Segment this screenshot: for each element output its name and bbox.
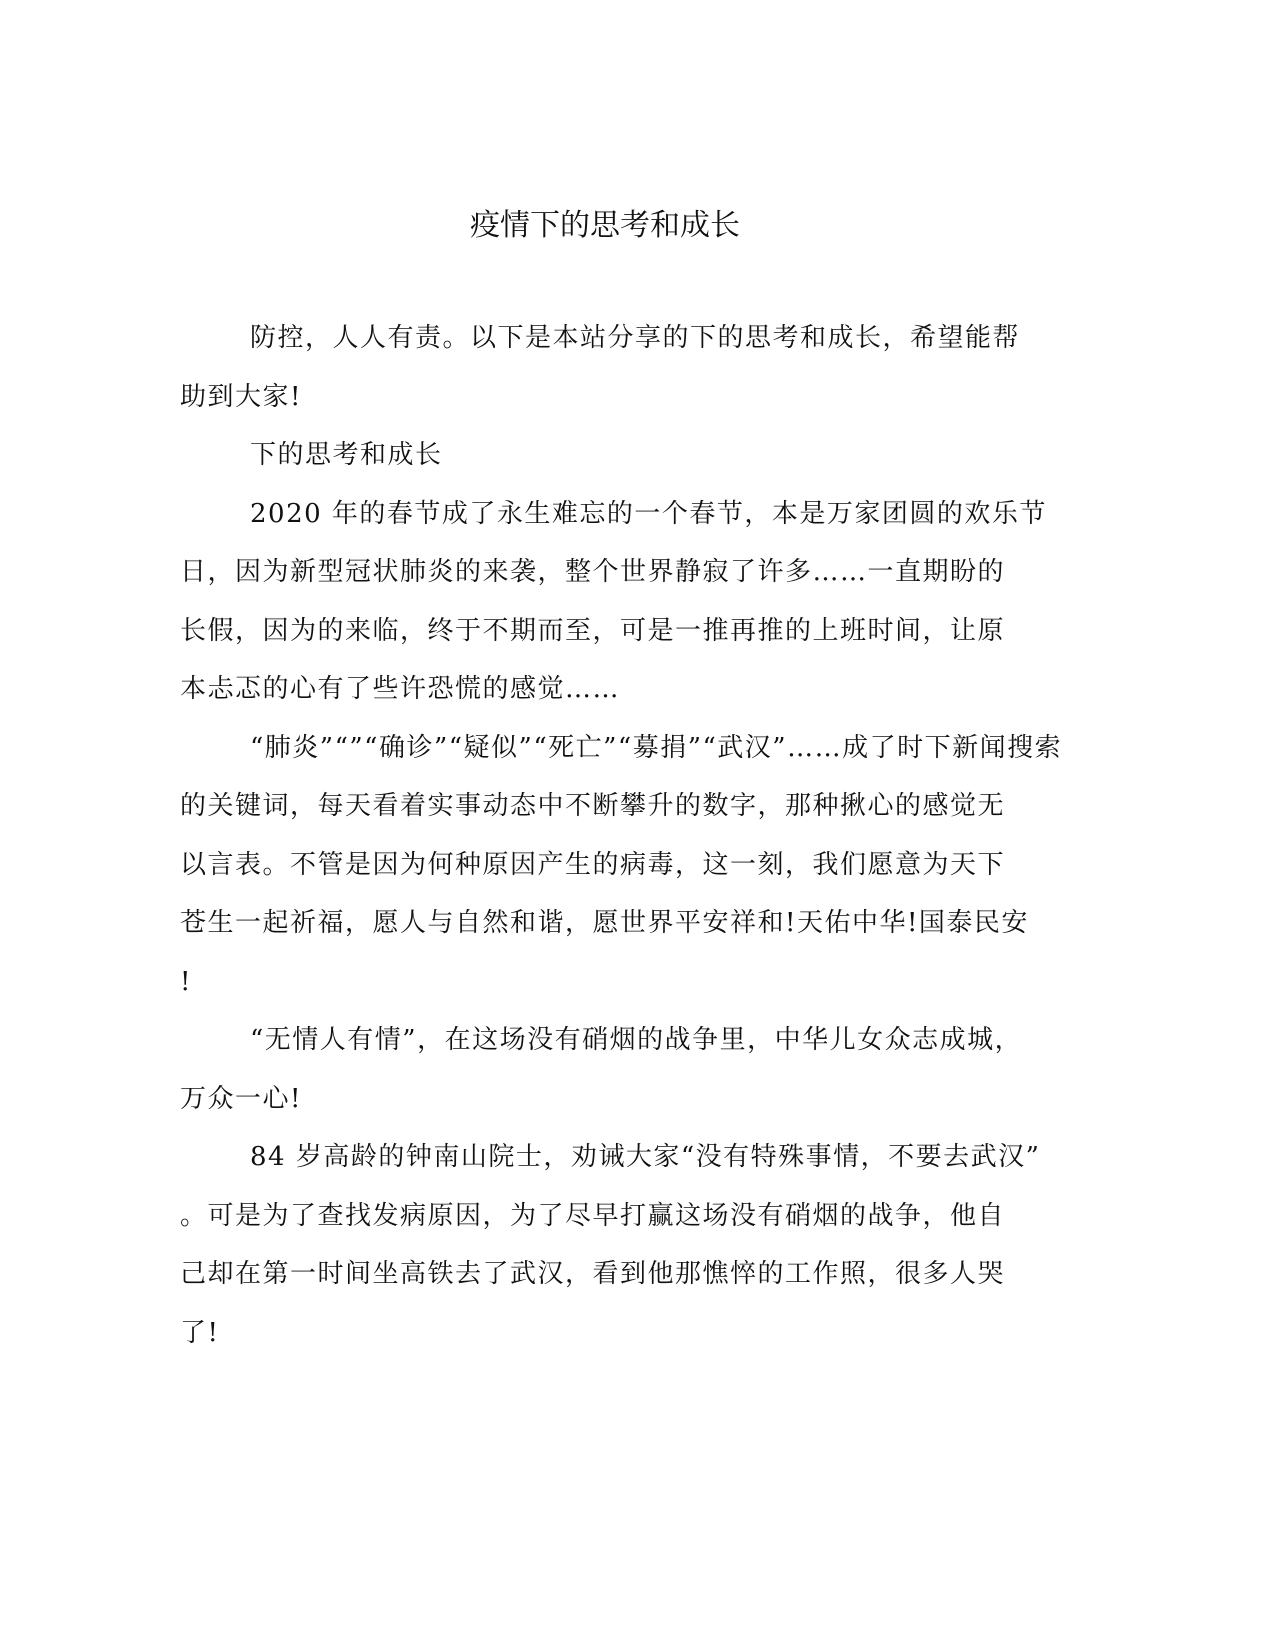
paragraph	[180, 491, 1047, 725]
paragraph-line: 苍生一起祈福，愿人与自然和谐，愿世界平安祥和!天佑中华!国泰民安	[180, 908, 1029, 938]
paragraph-line: 防控，人人有责。以下是本站分享的下的思考和成长，希望能帮	[250, 323, 1021, 353]
paragraph-line: 了!	[180, 1317, 220, 1348]
paragraph-line: 日，因为新型冠状肺炎的来袭，整个世界静寂了许多……一直期盼的	[180, 557, 1006, 587]
paragraph	[180, 1134, 1040, 1368]
paragraph-line: 下的思考和成长	[250, 440, 443, 470]
paragraph-line: 2020 年的春节成了永生难忘的一个春节，本是万家团圆的欢乐节	[250, 498, 1047, 529]
paragraph-line: !	[180, 966, 192, 997]
document-title: 疫情下的思考和成长	[470, 208, 740, 243]
paragraph	[180, 725, 1063, 1018]
paragraph-line: 本忐忑的心有了些许恐慌的感觉……	[180, 674, 621, 704]
paragraph-line: “无情人有情”，在这场没有硝烟的战争里，中华儿女众志成城，	[250, 1025, 1023, 1055]
paragraph-line: 长假，因为的来临，终于不期而至，可是一推再推的上班时间，让原	[180, 615, 1006, 646]
paragraph-line: 的关键词，每天看着实事动态中不断攀升的数字，那种揪心的感觉无	[180, 791, 1006, 821]
paragraph-line: 万众一心!	[180, 1083, 302, 1114]
paragraph-line: 助到大家!	[180, 381, 302, 412]
paragraph	[180, 315, 1040, 432]
paragraph-line: 。可是为了查找发病原因，为了尽早打赢这场没有硝烟的战争，他自	[180, 1200, 1006, 1231]
paragraph-line: “肺炎”“”“确诊”“疑似”“死亡”“募捐”“武汉”……成了时下新闻搜索	[250, 732, 1063, 763]
paragraph-line: 84 岁高龄的钟南山院士，劝诫大家“没有特殊事情，不要去武汉”	[250, 1142, 1041, 1172]
document-body	[180, 315, 1063, 1368]
paragraph	[180, 1017, 1040, 1134]
paragraph-line: 己却在第一时间坐高铁去了武汉，看到他那憔悴的工作照，很多人哭	[180, 1259, 1006, 1289]
paragraph	[180, 432, 1040, 491]
paragraph-line: 以言表。不管是因为何种原因产生的病毒，这一刻，我们愿意为天下	[180, 849, 1006, 880]
